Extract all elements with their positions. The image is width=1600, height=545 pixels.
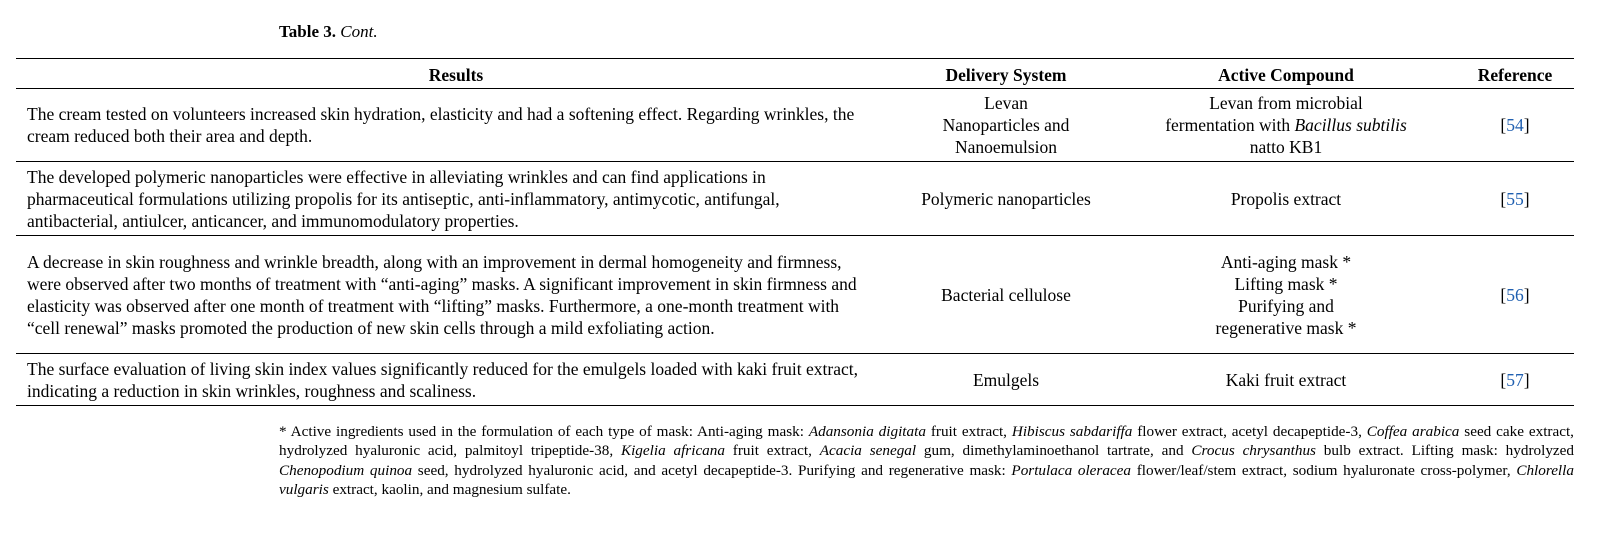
active-compound-cell — [1116, 236, 1456, 354]
species-name: Kigelia africana — [620, 442, 725, 460]
species-name: Portulaca oleracea — [1011, 461, 1131, 479]
footnote-text: flower extract, acetyl decapeptide-3, — [1132, 423, 1367, 440]
delivery-system-cell — [896, 89, 1116, 162]
table-row — [16, 89, 1574, 162]
species-name: Hibiscus sabdariffa — [1011, 423, 1133, 440]
footnote-text: fruit extract, — [925, 423, 1012, 440]
ref-open-bracket: [ — [1500, 369, 1507, 390]
table-footnote — [279, 422, 1574, 500]
species-name: Crocus chrysanthus — [1191, 442, 1316, 460]
footnote-text: fruit extract, — [724, 442, 820, 460]
results-cell: The cream tested on volunteers increased skin hydration, elasticity and had a softening effect. Regarding wrinkles, the cream reduced both their area and depth. — [16, 89, 896, 162]
ref-close-bracket: ] — [1523, 369, 1530, 390]
footnote-text: seed cake extract, hydrolyzed hyaluronic acid, palmitoyl tripeptide-38, — [279, 423, 1574, 460]
footnote-text: flower/leaf/stem extract, sodium hyaluronate cross-polymer, — [1131, 461, 1517, 479]
table-container — [16, 58, 1574, 406]
active-compound-cell: Kaki fruit extract — [1116, 354, 1456, 406]
reference-link[interactable]: 55 — [1506, 188, 1524, 209]
species-name: Chlorella vulgaris — [279, 461, 1574, 499]
results-table — [16, 58, 1574, 406]
species-name: Coffea arabica — [1366, 423, 1460, 440]
compound-line: Purifying and — [1238, 295, 1334, 316]
active-compound-cell: Propolis extract — [1116, 162, 1456, 236]
ref-open-bracket: [ — [1500, 188, 1507, 209]
delivery-line: Nanoemulsion — [954, 137, 1058, 157]
delivery-system-cell: Bacterial cellulose — [896, 236, 1116, 354]
species-name: Acacia senegal — [819, 442, 917, 460]
footnote-text: seed, hydrolyzed hyaluronic acid, and acetyl decapeptide-3. Purifying and regenerative mask: — [412, 461, 1012, 479]
compound-line: natto KB1 — [1249, 137, 1323, 157]
species-name: Adansonia digitata — [808, 423, 926, 440]
footnote-text: * Active ingredients used in the formulation of each type of mask: Anti-aging mask: — [279, 423, 809, 440]
delivery-system-cell: Emulgels — [896, 354, 1116, 406]
header-delivery-system: Delivery System — [896, 59, 1116, 89]
reference-cell — [1456, 236, 1574, 354]
results-cell: A decrease in skin roughness and wrinkle breadth, along with an improvement in dermal homogeneity and firmness, were observed after two months of treatment with “anti-aging” masks. A significant improvement in skin firmness and elasticity was observed after one month of treatment with “lifting” masks. Furthermore, a one-month treatment with “cell renewal” masks promoted the production of new skin cells through a mild exfoliating action. — [16, 236, 896, 354]
results-cell: The surface evaluation of living skin index values significantly reduced for the emulgels loaded with kaki fruit extract, indicating a reduction in skin wrinkles, roughness and scaliness. — [16, 354, 896, 406]
compound-line: Anti-aging mask * — [1220, 251, 1352, 272]
header-active-compound: Active Compound — [1116, 59, 1456, 89]
active-compound-cell — [1116, 89, 1456, 162]
header-results: Results — [16, 59, 896, 89]
footnote-text: extract, kaolin, and magnesium sulfate. — [328, 481, 571, 499]
reference-cell — [1456, 89, 1574, 162]
table-row — [16, 354, 1574, 406]
ref-open-bracket: [ — [1500, 115, 1507, 135]
ref-close-bracket: ] — [1523, 284, 1530, 305]
reference-link[interactable]: 56 — [1506, 284, 1524, 305]
table-row — [16, 162, 1574, 236]
compound-line: Lifting mask * — [1234, 273, 1338, 294]
header-row — [16, 59, 1574, 89]
table-caption-cont: Cont. — [340, 22, 378, 41]
header-reference: Reference — [1456, 59, 1574, 89]
footnote-text: gum, dimethylaminoethanol tartrate, and — [916, 442, 1192, 460]
delivery-system-cell: Polymeric nanoparticles — [896, 162, 1116, 236]
delivery-line: Levan — [984, 93, 1028, 113]
compound-line: regenerative mask * — [1215, 317, 1357, 338]
compound-text: fermentation with — [1165, 115, 1295, 135]
reference-link[interactable]: 57 — [1506, 369, 1524, 390]
table-caption — [279, 22, 378, 42]
results-cell: The developed polymeric nanoparticles were effective in alleviating wrinkles and can find applications in pharmaceutical formulations utilizing propolis for its antiseptic, anti-inflammatory, antimycotic, antifungal, antibacterial, antiulcer, anticancer, and immunomodulatory properties. — [16, 162, 896, 236]
ref-close-bracket: ] — [1523, 115, 1530, 135]
table-body — [16, 89, 1574, 406]
table-caption-label: Table 3. — [279, 22, 337, 41]
reference-cell — [1456, 354, 1574, 406]
table-row — [16, 236, 1574, 354]
ref-open-bracket: [ — [1500, 284, 1507, 305]
compound-line — [1116, 114, 1456, 136]
species-name: Bacillus subtilis — [1294, 115, 1407, 135]
footnote-text: bulb extract. Lifting mask: hydrolyzed — [1315, 442, 1574, 460]
ref-close-bracket: ] — [1523, 188, 1530, 209]
species-name: Chenopodium quinoa — [279, 461, 413, 479]
compound-line: Levan from microbial — [1209, 93, 1363, 113]
delivery-line: Nanoparticles and — [942, 115, 1070, 135]
reference-cell — [1456, 162, 1574, 236]
table-header — [16, 59, 1574, 89]
reference-link[interactable]: 54 — [1506, 115, 1524, 135]
